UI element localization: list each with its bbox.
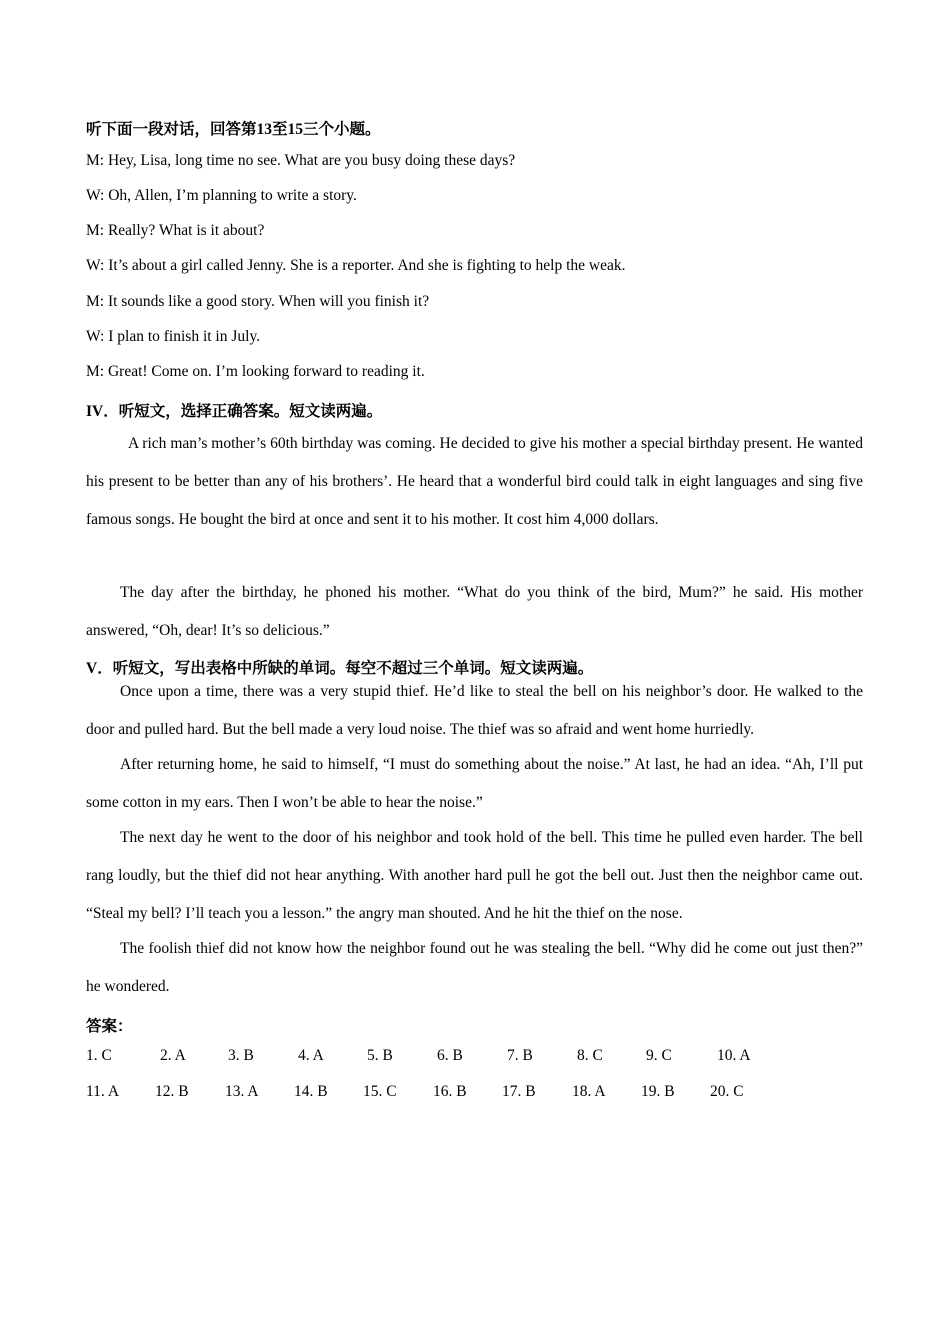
passage-paragraph: The foolish thief did not know how the neighbor found out he was stealing the bell. “Why did he come out just then?” he wondered. bbox=[86, 940, 863, 995]
answer-item: 8. C bbox=[577, 1047, 603, 1064]
answer-item: 19. B bbox=[641, 1083, 675, 1100]
answer-item: 7. B bbox=[507, 1047, 533, 1064]
section-heading-dialogue: 听下面一段对话，回答第13至15三个小题。 bbox=[86, 121, 381, 138]
answers-heading: 答案： bbox=[86, 1018, 133, 1035]
dialogue-line: M: Great! Come on. I’m looking forward to reading it. bbox=[86, 363, 425, 380]
dialogue-line: M: Really? What is it about? bbox=[86, 222, 265, 239]
answer-item: 15. C bbox=[363, 1083, 397, 1100]
dialogue-line: M: Hey, Lisa, long time no see. What are you busy doing these days? bbox=[86, 152, 516, 169]
section-heading-iv: IV．听短文，选择正确答案。短文读两遍。 bbox=[86, 403, 383, 420]
passage-paragraph: The day after the birthday, he phoned his mother. “What do you think of the bird, Mum?” he said. His mother answered, “Oh, dear! It’s so delicious.” bbox=[86, 584, 863, 639]
answer-item: 1. C bbox=[86, 1047, 112, 1064]
answer-item: 3. B bbox=[228, 1047, 254, 1064]
answer-item: 14. B bbox=[294, 1083, 328, 1100]
passage-paragraph: Once upon a time, there was a very stupid thief. He’d like to steal the bell on his neighbor’s door. He walked to the door and pulled hard. But the bell made a very loud noise. The thief was so afraid and went home hurriedly. bbox=[86, 683, 863, 738]
answer-item: 12. B bbox=[155, 1083, 189, 1100]
answer-item: 10. A bbox=[717, 1047, 751, 1064]
answer-item: 17. B bbox=[502, 1083, 536, 1100]
answer-item: 4. A bbox=[298, 1047, 324, 1064]
answer-item: 11. A bbox=[86, 1083, 120, 1100]
answer-item: 18. A bbox=[572, 1083, 606, 1100]
passage-paragraph: A rich man’s mother’s 60th birthday was coming. He decided to give his mother a special birthday present. He wanted his present to be better than any of his brothers’. He heard that a wonderful bird could talk in eight languages and sing five famous songs. He bought the bird at once and sent it to his mother. It cost him 4,000 dollars. bbox=[86, 435, 863, 528]
section-heading-v: V．听短文，写出表格中所缺的单词。每空不超过三个单词。短文读两遍。 bbox=[86, 660, 594, 677]
dialogue-line: M: It sounds like a good story. When will you finish it? bbox=[86, 293, 430, 310]
passage-paragraph: After returning home, he said to himself, “I must do something about the noise.” At last, he had an idea. “Ah, I’ll put some cotton in my ears. Then I won’t be able to hear the noise.” bbox=[86, 756, 863, 811]
answer-item: 9. C bbox=[646, 1047, 672, 1064]
answer-item: 20. C bbox=[710, 1083, 744, 1100]
passage-paragraph: The next day he went to the door of his neighbor and took hold of the bell. This time he pulled even harder. The bell rang loudly, but the thief did not hear anything. With another hard pull he got the bell out. Just then the neighbor came out. “Steal my bell? I’ll teach you a lesson.” the angry man shouted. And he hit the thief on the nose. bbox=[86, 829, 863, 922]
answer-item: 16. B bbox=[433, 1083, 467, 1100]
answer-item: 5. B bbox=[367, 1047, 393, 1064]
answer-item: 6. B bbox=[437, 1047, 463, 1064]
answer-item: 2. A bbox=[160, 1047, 186, 1064]
dialogue-line: W: I plan to finish it in July. bbox=[86, 328, 261, 345]
dialogue-line: W: Oh, Allen, I’m planning to write a story. bbox=[86, 187, 357, 204]
answer-item: 13. A bbox=[225, 1083, 259, 1100]
dialogue-line: W: It’s about a girl called Jenny. She is a reporter. And she is fighting to help the weak. bbox=[86, 257, 626, 274]
